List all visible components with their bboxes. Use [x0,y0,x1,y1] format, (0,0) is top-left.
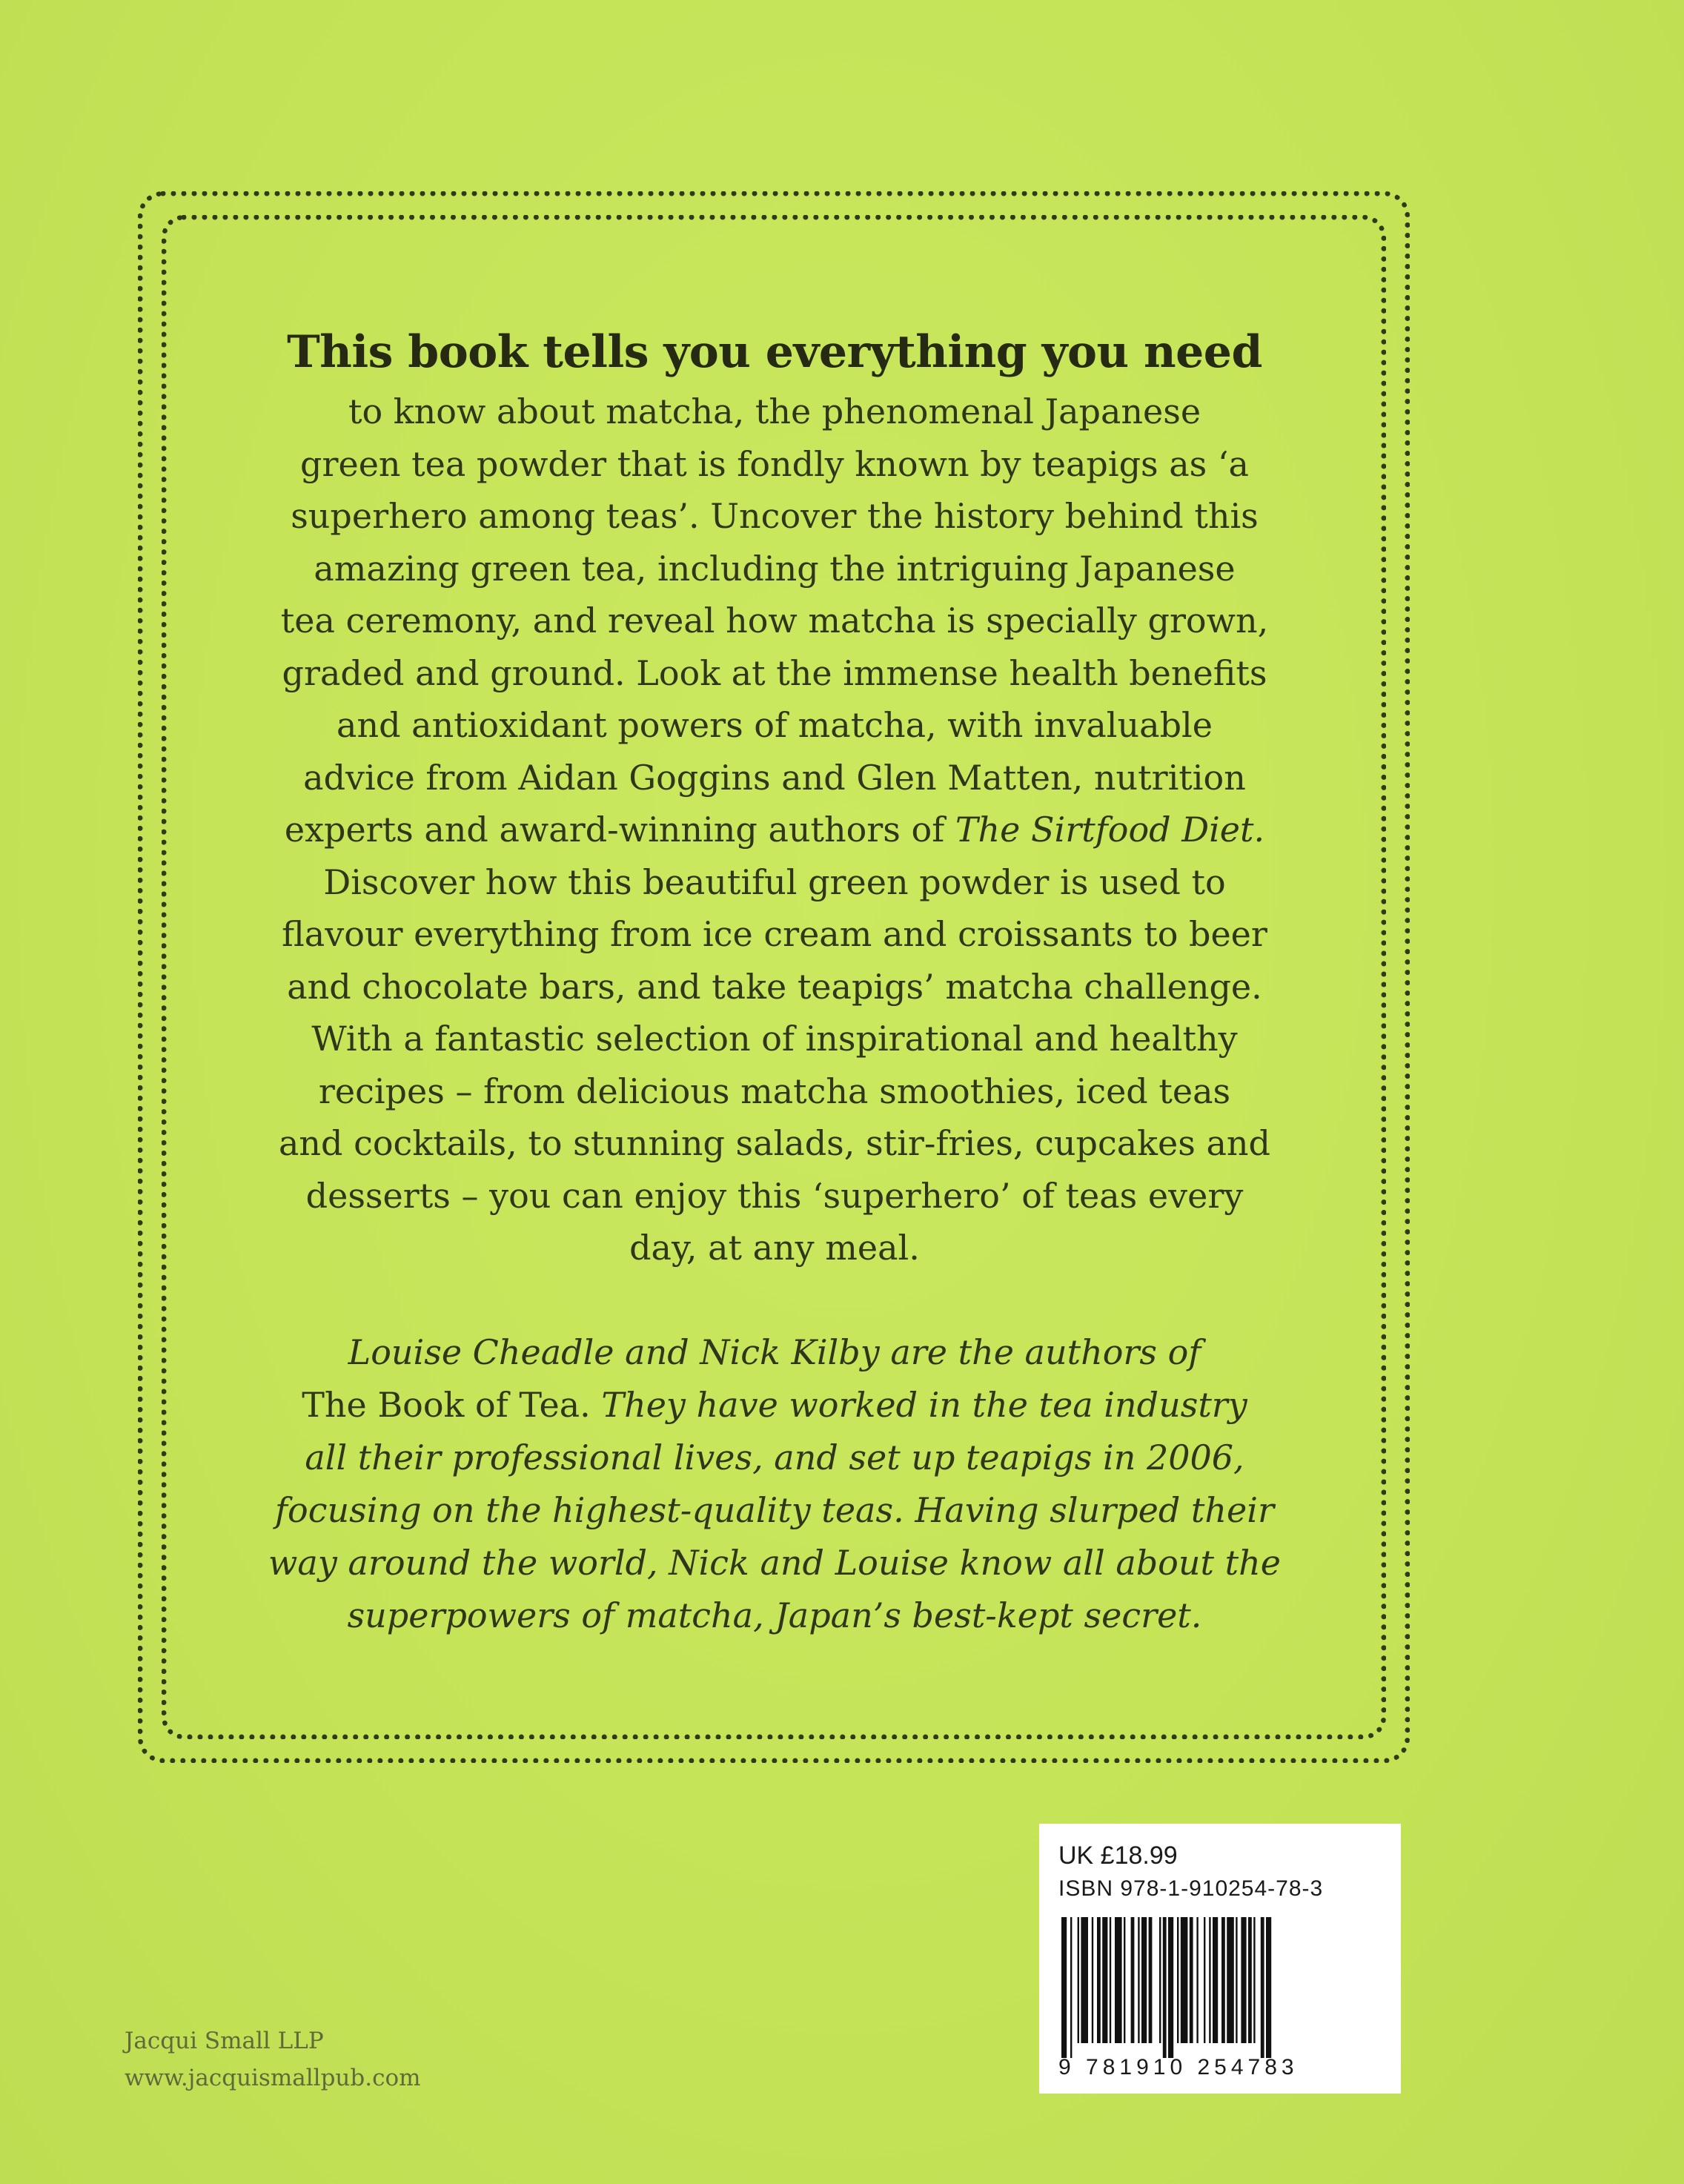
barcode-bar [1110,1917,1111,2043]
blurb-line: desserts – you can enjoy this ‘superhero’ of teas every [305,1175,1244,1216]
barcode-bar [1196,1917,1198,2043]
isbn-label: ISBN 978-1-910254-78-3 [1058,1876,1324,1901]
blurb-line: and cocktails, to stunning salads, stir-fries, cupcakes and [278,1123,1271,1163]
barcode-bar [1241,1917,1246,2043]
barcode-bar [1209,1917,1210,2043]
barcode-bar [1168,1917,1173,2058]
barcode-bar [1266,1917,1271,2058]
blurb-line: experts and award-winning authors of [284,810,955,850]
barcode-bar [1204,1917,1205,2043]
barcode-bar [1102,1917,1107,2043]
blurb-line: to know about matcha, the phenomenal Japanese [348,391,1201,431]
barcode-bar [1177,1917,1179,2043]
bio-line-with-title [215,1379,1334,1432]
barcode-bar [1141,1917,1147,2043]
blurb-line: superhero among teas’. Uncover the history behind this [291,496,1259,536]
bio-line: Louise Cheadle and Nick Kilby are the authors of [348,1331,1201,1372]
barcode-bar [1138,1917,1139,2043]
barcode-bar [1221,1917,1225,2043]
barcode-bar [1236,1917,1237,2043]
barcode-bar [1248,1917,1252,2043]
barcode-bar [1081,1917,1088,2043]
barcode-icon [1058,1917,1382,2058]
blurb-paragraph [215,385,1334,1274]
barcode-bar [1181,1917,1188,2043]
blurb-panel [215,319,1334,1642]
barcode-bar [1061,1917,1067,2058]
publisher-name: Jacqui Small LLP [125,2028,324,2054]
blurb-line: green tea powder that is fondly known by teapigs as ‘a [300,443,1249,484]
blurb-line: amazing green tea, including the intriguing Japanese [314,548,1236,589]
barcode-bar [1190,1917,1193,2043]
publisher-info [125,2022,421,2097]
blurb-line: day, at any meal. [629,1228,920,1268]
barcode-bar [1115,1917,1122,2043]
barcode-bar [1124,1917,1125,2043]
bio-line: way around the world, Nick and Louise know all about the [268,1542,1281,1583]
bio-line: all their professional lives, and set up teapigs in 2006, [305,1437,1244,1477]
blurb-line: recipes – from delicious matcha smoothies, iced teas [318,1071,1231,1111]
barcode-sticker [1039,1824,1401,2094]
book-title-sirtfood: The Sirtfood Diet. [955,810,1265,850]
barcode-bars [1058,1917,1382,2058]
barcode-bar [1253,1917,1255,2043]
barcode-bar [1163,1917,1167,2058]
barcode-digits: 9 781910 254783 [1058,2055,1299,2079]
blurb-line: tea ceremony, and reveal how matcha is specially grown, [280,600,1269,641]
blurb-line: graded and ground. Look at the immense health benefits [282,652,1267,693]
blurb-line: advice from Aidan Goggins and Glen Matten, nutrition [303,757,1246,798]
bio-line: focusing on the highest-quality teas. Having slurped their [275,1489,1274,1530]
blurb-line: and antioxidant powers of matcha, with invaluable [337,705,1213,745]
barcode-bar [1097,1917,1101,2043]
bio-line: They have worked in the tea industry [590,1384,1247,1425]
blurb-line: and chocolate bars, and take teapigs’ matcha challenge. [287,966,1262,1007]
barcode-bar [1149,1917,1153,2043]
barcode-bar [1227,1917,1234,2043]
barcode-bar [1213,1917,1218,2043]
blurb-line-with-title [215,804,1334,856]
blurb-headline: This book tells you everything you need [287,326,1262,378]
barcode-bar [1261,1917,1264,2058]
blurb-line: flavour everything from ice cream and croissants to beer [282,914,1267,954]
blurb-line: Discover how this beautiful green powder is used to [323,861,1226,902]
blurb-line: With a fantastic selection of inspirational and healthy [311,1019,1238,1059]
barcode-bar [1078,1917,1079,2043]
author-bio [215,1326,1334,1642]
barcode-bar [1159,1917,1161,2043]
bio-line: superpowers of matcha, Japan’s best-kept secret. [347,1595,1202,1635]
barcode-bar [1131,1917,1135,2043]
barcode-bar [1092,1917,1093,2043]
price-label: UK £18.99 [1058,1841,1178,1870]
barcode-bar [1070,1917,1072,2058]
publisher-url: www.jacquismallpub.com [125,2065,421,2091]
book-title-book-of-tea: The Book of Tea. [302,1384,591,1425]
